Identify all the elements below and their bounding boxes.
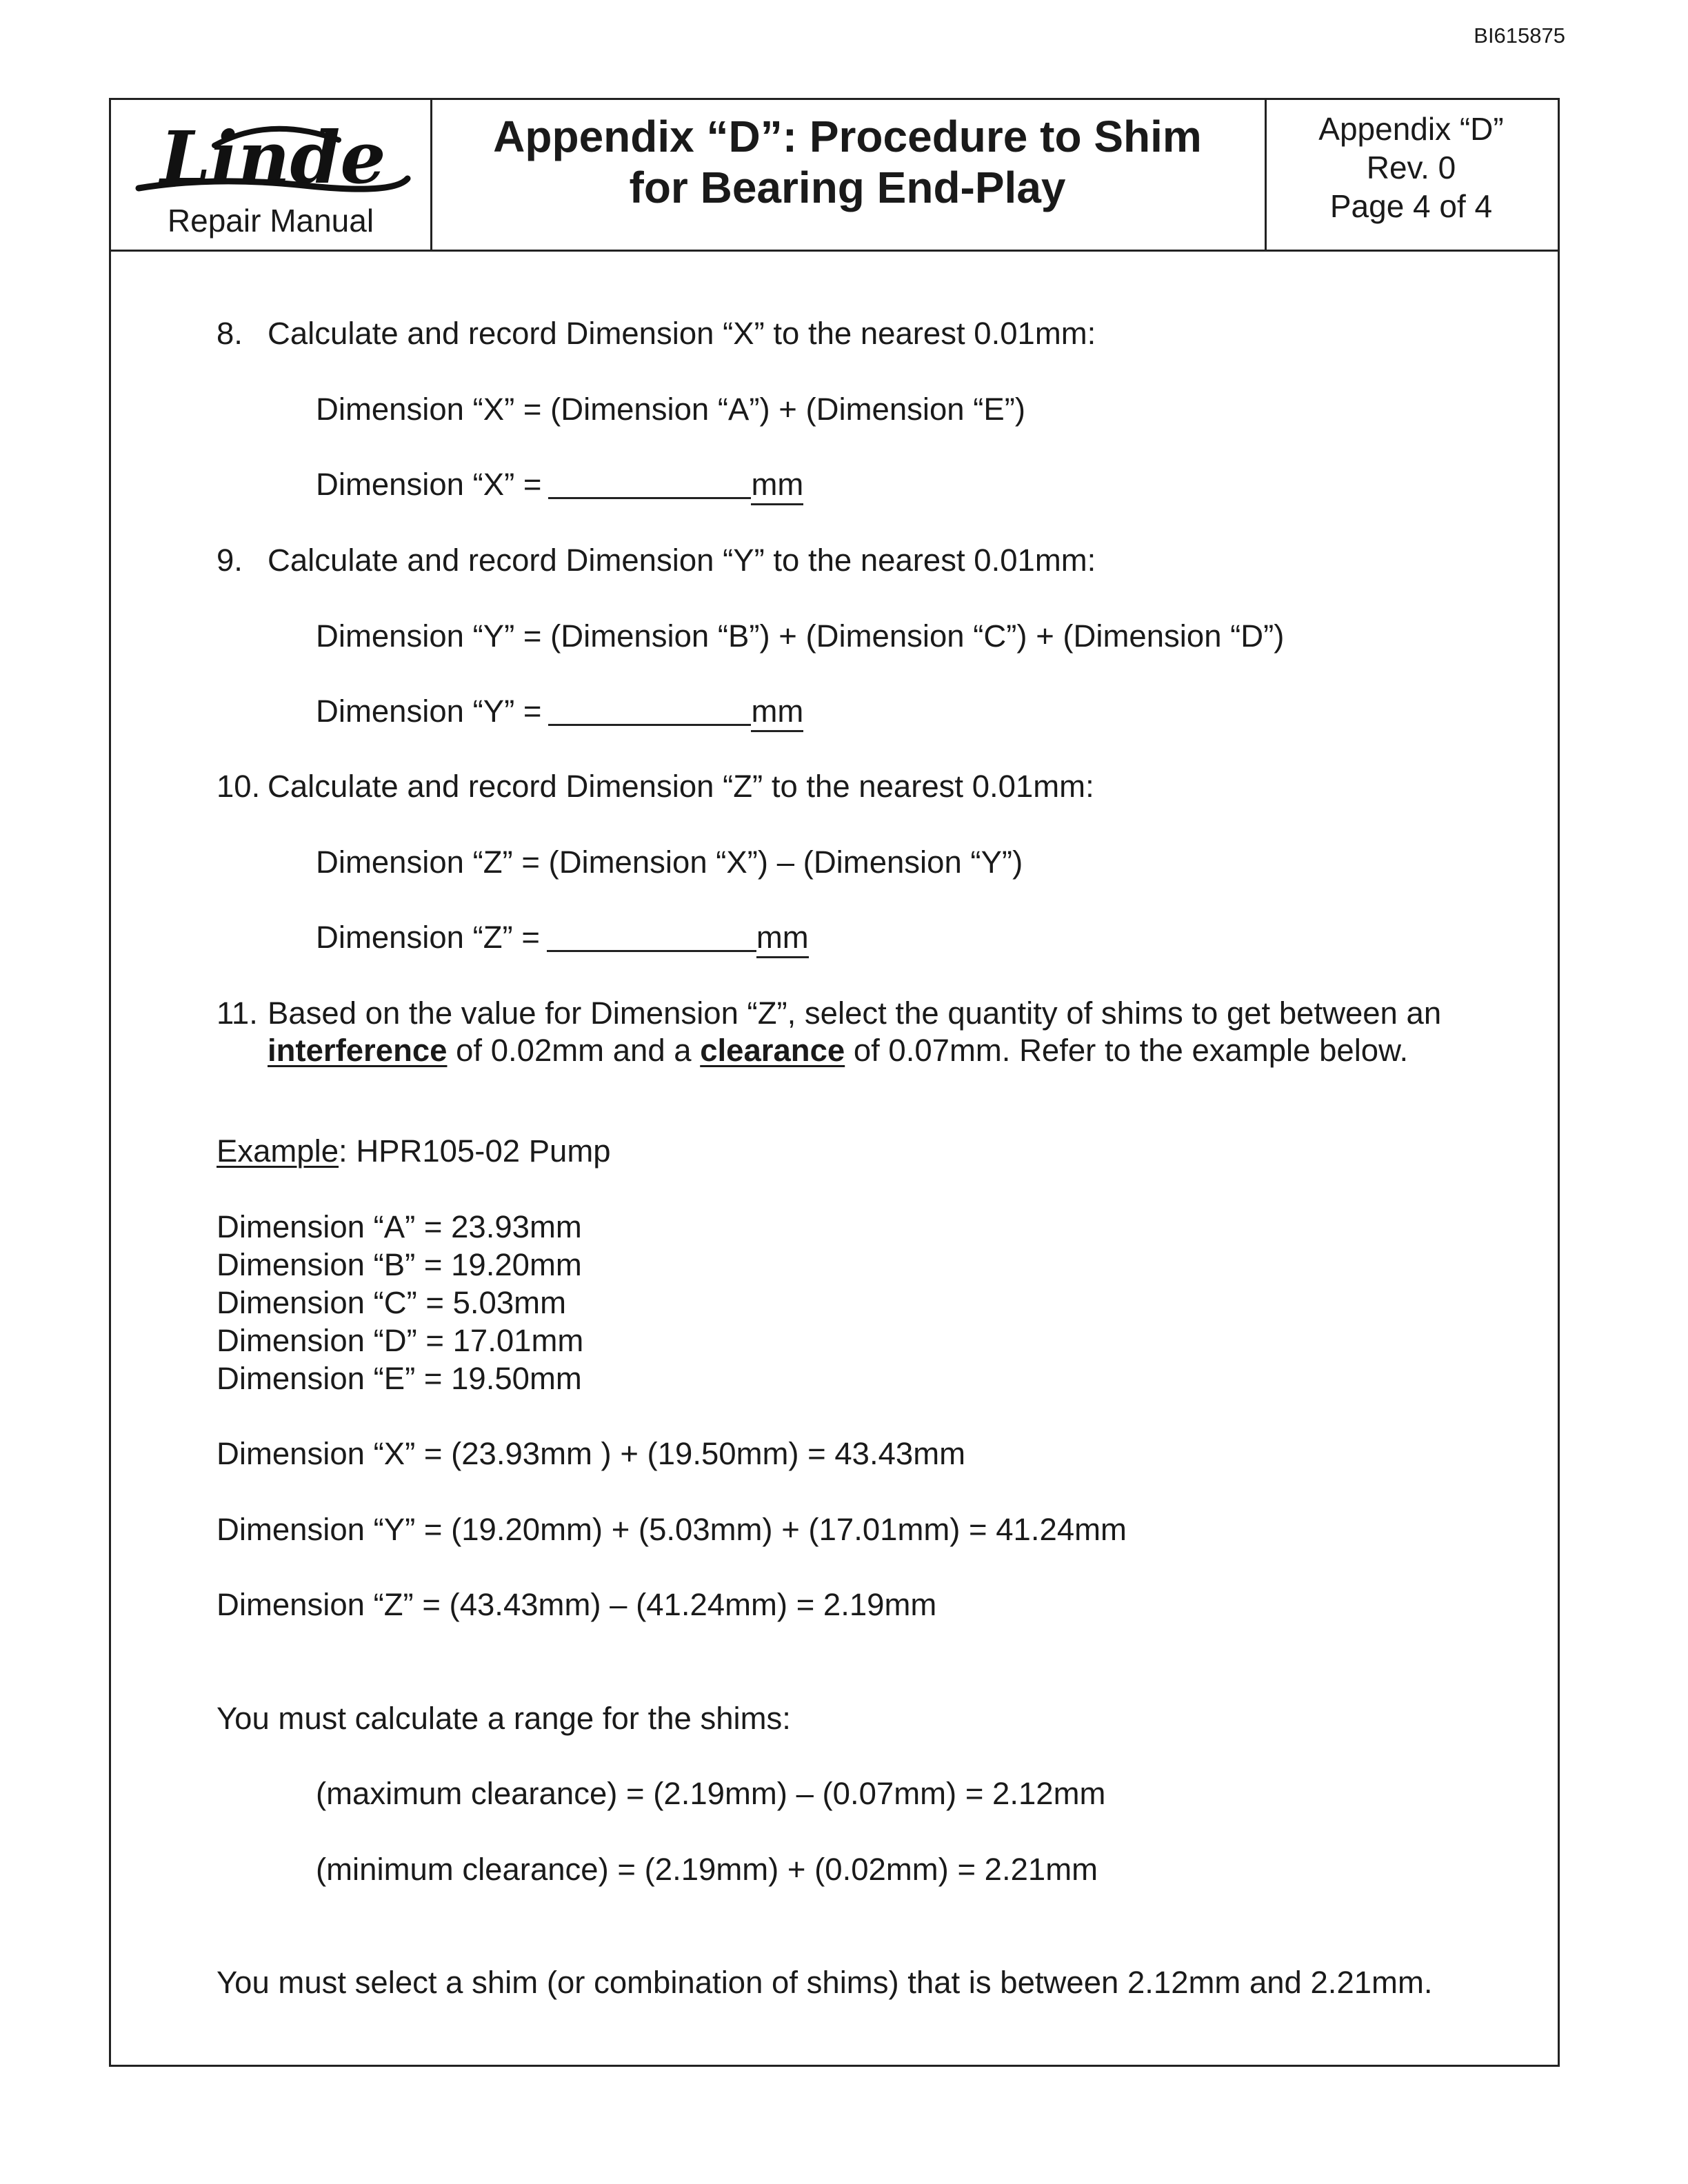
step-number: 11. bbox=[217, 995, 258, 1031]
step-11-continued bbox=[268, 1032, 1408, 1069]
step-text: Calculate and record Dimension “Y” to the nearest 0.01mm: bbox=[268, 543, 1096, 578]
unit-label: mm bbox=[756, 919, 809, 958]
step-8 bbox=[217, 315, 1096, 352]
linde-logo bbox=[132, 119, 414, 209]
title-line-1: Appendix “D”: Procedure to Shim bbox=[493, 112, 1202, 161]
step-text: Calculate and record Dimension “Z” to the nearest 0.01mm: bbox=[268, 769, 1094, 804]
calc-y: Dimension “Y” = (19.20mm) + (5.03mm) + (17.01mm) = 41.24mm bbox=[217, 1512, 1127, 1547]
minimum-clearance: (minimum clearance) = (2.19mm) + (0.02mm) = 2.21mm bbox=[316, 1852, 1098, 1887]
step-text: Calculate and record Dimension “X” to the nearest 0.01mm: bbox=[268, 316, 1096, 351]
step-10 bbox=[217, 768, 1094, 805]
record-label: Dimension “Z” = bbox=[316, 920, 540, 955]
unit-label: mm bbox=[751, 466, 803, 505]
step-9 bbox=[217, 542, 1096, 579]
step-11-text-b: of 0.07mm. Refer to the example below. bbox=[845, 1033, 1409, 1068]
logo-wordmark: Linde bbox=[160, 119, 386, 200]
step-8-formula: Dimension “X” = (Dimension “A”) + (Dimension “E”) bbox=[316, 392, 1026, 427]
unit-label: mm bbox=[751, 693, 803, 732]
page-number: Page 4 of 4 bbox=[1329, 188, 1493, 224]
fill-in-blank bbox=[548, 469, 751, 499]
step-9-formula: Dimension “Y” = (Dimension “B”) + (Dimension “C”) + (Dimension “D”) bbox=[316, 618, 1285, 654]
interference-term: interference bbox=[268, 1033, 448, 1068]
calc-z: Dimension “Z” = (43.43mm) – (41.24mm) = 2.19mm bbox=[217, 1587, 937, 1622]
step-number: 9. bbox=[217, 543, 243, 578]
step-number: 10. bbox=[217, 769, 261, 804]
step-8-record-line bbox=[316, 466, 803, 505]
revision-cell bbox=[1265, 100, 1558, 250]
range-intro: You must calculate a range for the shims: bbox=[217, 1701, 791, 1736]
dimension-b: Dimension “B” = 19.20mm bbox=[217, 1247, 582, 1282]
page-title bbox=[430, 111, 1265, 213]
logo-caption: Repair Manual bbox=[167, 203, 374, 239]
record-label: Dimension “Y” = bbox=[316, 694, 542, 729]
title-line-2: for Bearing End-Play bbox=[629, 163, 1066, 212]
logo-cell bbox=[111, 100, 432, 250]
conclusion: You must select a shim (or combination of shims) that is between 2.12mm and 2.21mm. bbox=[217, 1965, 1433, 2000]
step-11-text-a: of 0.02mm and a bbox=[447, 1033, 701, 1068]
appendix-label: Appendix “D” bbox=[1318, 111, 1504, 147]
dimension-e: Dimension “E” = 19.50mm bbox=[217, 1361, 582, 1396]
example-heading bbox=[217, 1133, 611, 1170]
record-label: Dimension “X” = bbox=[316, 467, 542, 502]
page-header bbox=[111, 100, 1558, 252]
calc-x: Dimension “X” = (23.93mm ) + (19.50mm) = 43.43mm bbox=[217, 1436, 966, 1471]
maximum-clearance: (maximum clearance) = (2.19mm) – (0.07mm) = 2.12mm bbox=[316, 1776, 1106, 1811]
document-id: BI615875 bbox=[1474, 23, 1565, 48]
dimension-a: Dimension “A” = 23.93mm bbox=[217, 1209, 582, 1244]
revision-label: Rev. 0 bbox=[1366, 150, 1456, 185]
example-title: : HPR105-02 Pump bbox=[339, 1133, 611, 1169]
step-10-record-line bbox=[316, 919, 809, 958]
clearance-term: clearance bbox=[700, 1033, 845, 1068]
fill-in-blank bbox=[547, 922, 756, 952]
dimension-d: Dimension “D” = 17.01mm bbox=[217, 1323, 584, 1358]
step-11 bbox=[217, 995, 1441, 1032]
step-10-formula: Dimension “Z” = (Dimension “X”) – (Dimension “Y”) bbox=[316, 845, 1023, 880]
title-cell bbox=[430, 100, 1267, 250]
fill-in-blank bbox=[548, 696, 751, 726]
step-9-record-line bbox=[316, 693, 803, 732]
example-label: Example bbox=[217, 1133, 339, 1169]
dimension-c: Dimension “C” = 5.03mm bbox=[217, 1285, 566, 1320]
step-text: Based on the value for Dimension “Z”, select the quantity of shims to get between an bbox=[268, 995, 1442, 1031]
step-number: 8. bbox=[217, 316, 243, 351]
